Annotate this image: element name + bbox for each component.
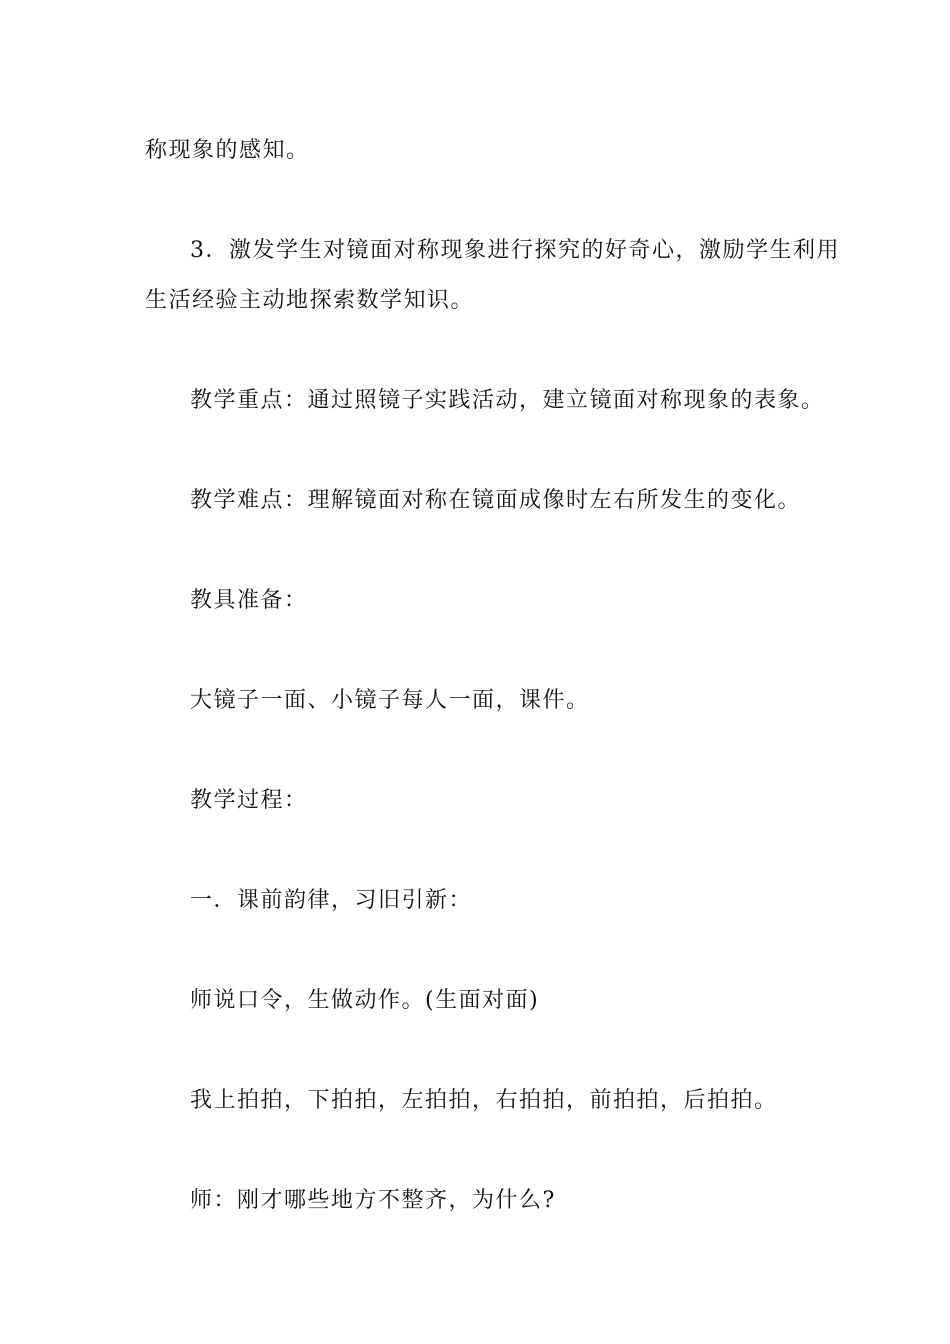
paragraph-line: 我上拍拍，下拍拍，左拍拍，右拍拍，前拍拍，后拍拍。 (190, 1088, 778, 1113)
paragraph-line: 生活经验主动地探索数学知识。 (145, 288, 475, 313)
paragraph-line: 称现象的感知。 (145, 138, 310, 163)
teaching-aids-list: 大镜子一面、小镜子每人一面，课件。 (190, 688, 590, 713)
section-heading: 一．课前韵律，习旧引新： (190, 888, 473, 913)
teaching-focus: 教学重点：通过照镜子实践活动，建立镜面对称现象的表象。 (190, 388, 825, 413)
paragraph-line: 师：刚才哪些地方不整齐，为什么? (190, 1188, 556, 1213)
teaching-difficulty: 教学难点：理解镜面对称在镜面成像时左右所发生的变化。 (190, 488, 802, 513)
paragraph-line: 师说口令，生做动作。(生面对面) (190, 988, 540, 1013)
teaching-aids-heading: 教具准备： (190, 588, 308, 613)
paragraph-line: 3．激发学生对镜面对称现象进行探究的好奇心，激励学生利用 (190, 238, 840, 263)
teaching-process-heading: 教学过程： (190, 788, 308, 813)
